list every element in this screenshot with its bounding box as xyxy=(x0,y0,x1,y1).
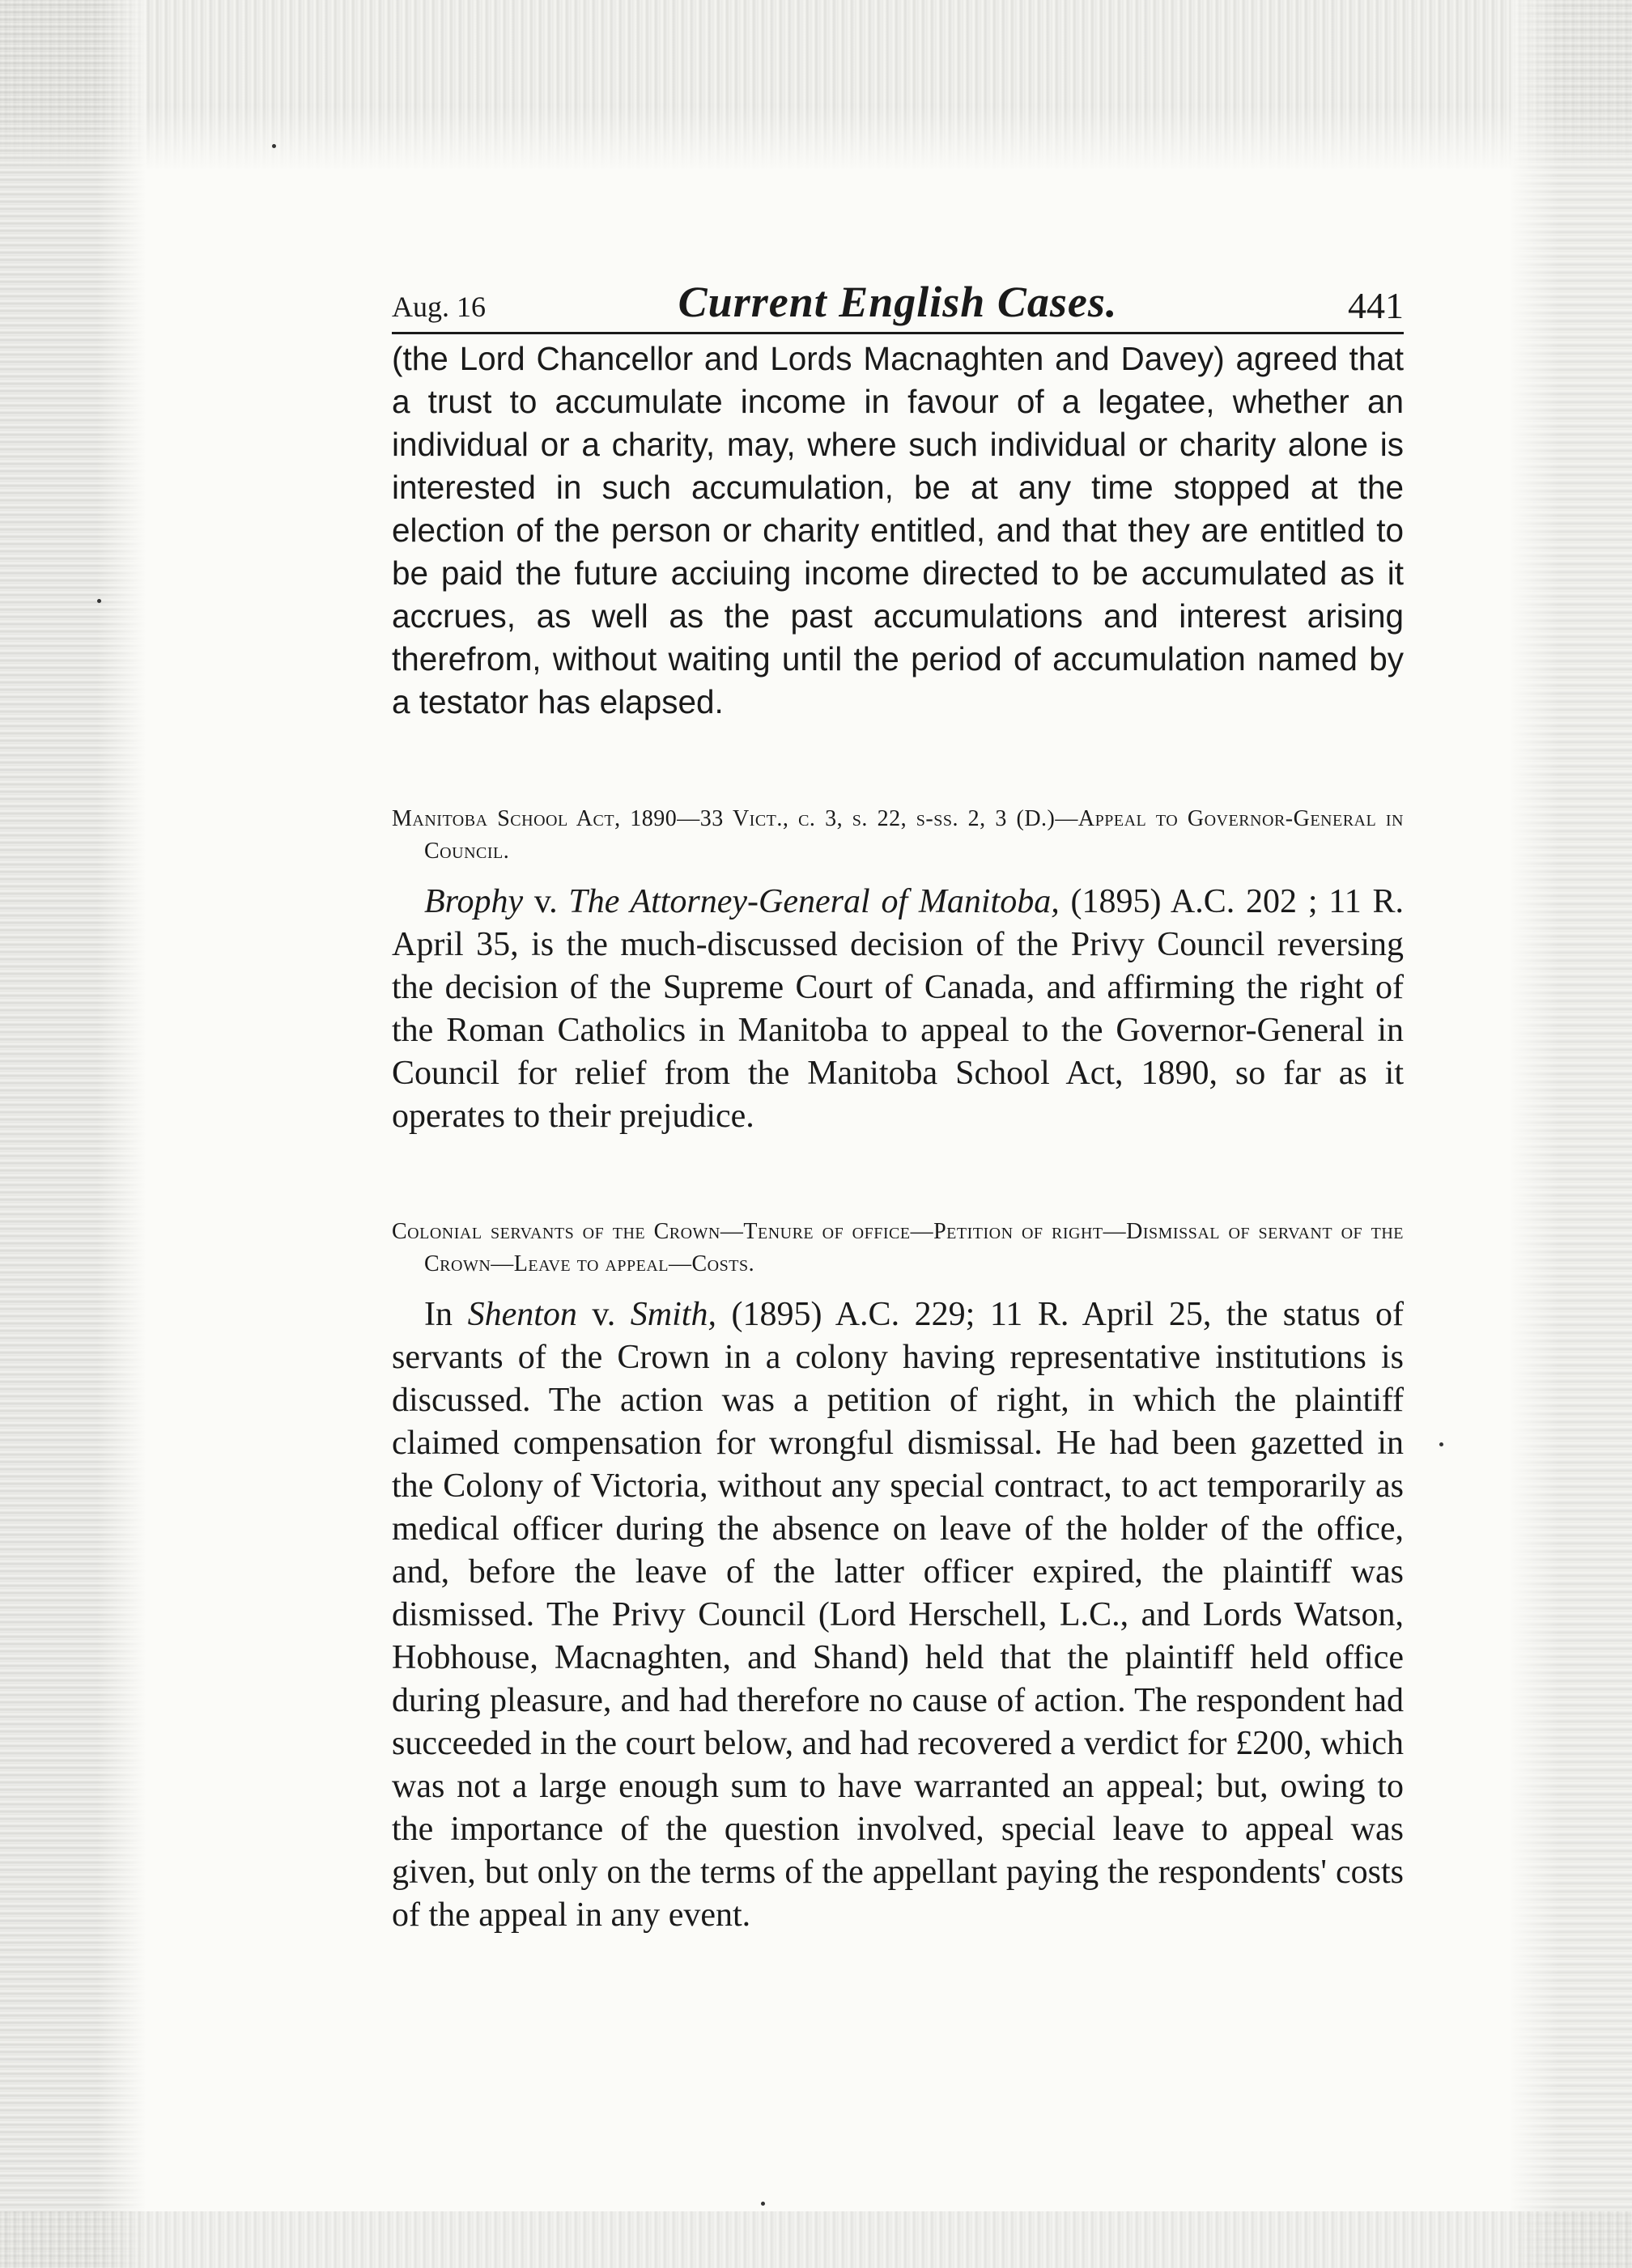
case-versus: v. xyxy=(576,1296,631,1333)
scan-speck xyxy=(1439,1442,1443,1446)
scan-speck xyxy=(761,2202,765,2206)
scan-speck xyxy=(97,599,101,603)
running-header xyxy=(392,267,1404,334)
scan-edge-bottom xyxy=(0,2211,1632,2268)
case-party-smith: Smith, xyxy=(630,1296,716,1333)
paragraph-shenton xyxy=(392,1293,1404,1937)
header-title: Current English Cases. xyxy=(678,278,1118,326)
scan-edge-right xyxy=(1511,0,1632,2268)
case-party-attorney-general: The Attorney-General of Manitoba, xyxy=(568,883,1060,920)
case-name-brophy: Brophy xyxy=(424,883,524,920)
paragraph-shenton-intro: In xyxy=(424,1296,468,1333)
header-date: Aug. 16 xyxy=(392,291,486,323)
paragraph-brophy xyxy=(392,881,1404,1138)
document-page xyxy=(392,267,1404,1937)
paragraph-brophy-text: (1895) A.C. 202 ; 11 R. April 35, is the much-discussed decision of the Privy Council reversing the decision of the Supreme Court of Canada, and affirming the right of the Roman Catholics in Manitoba to appeal to the Governor-General in Council for relief from the Manitoba School Act, 1890, so far as it operates to their prejudice. xyxy=(392,883,1404,1135)
section-heading-manitoba: Manitoba School Act, 1890—33 Vict., c. 3, s. 22, s-ss. 2, 3 (D.)—Appeal to Governor-General in Council. xyxy=(392,806,1404,864)
case-name-shenton: Shenton xyxy=(467,1296,577,1333)
paragraph-continuation: (the Lord Chancellor and Lords Macnaghten and Davey) agreed that a trust to accumulate income in favour of a legatee, whether an individual or a charity, may, where such individual or charity alone is interested in such accumulation, be at any time stopped at the election of the person or charity entitled, and that they are entitled to be paid the future acciuing income directed to be accumulated as it accrues, as well as the past accumulations and interest arising therefrom, without waiting until the period of accumulation named by a testator has elapsed. xyxy=(392,340,1404,720)
scan-edge-left xyxy=(0,0,146,2268)
section-heading-colonial-servants: Colonial servants of the Crown—Tenure of office—Petition of right—Dismissal of servant of the Crown—Leave to appeal—Costs. xyxy=(392,1219,1404,1276)
scan-speck xyxy=(272,144,276,148)
paragraph-shenton-text: (1895) A.C. 229; 11 R. April 25, the status of servants of the Crown in a colony having representative institutions is discussed. The action was a petition of right, in which the plaintiff claimed compensation for wrongful dismissal. He had been gazetted in the Colony of Victoria, without any special contract, to act temporarily as medical officer during the absence on leave of the holder of the office, and, before the leave of the latter officer expired, the plaintiff was dismissed. The Privy Council (Lord Herschell, L.C., and Lords Watson, Hobhouse, Macnaghten, and Shand) held that the plaintiff held office during pleasure, and had therefore no cause of action. The respondent had succeeded in the court below, and had recovered a verdict for £200, which was not a large enough sum to have warranted an appeal; but, owing to the importance of the question involved, special leave to appeal was given, but only on the terms of the appellant paying the respondents' costs of the appeal in any event. xyxy=(392,1296,1404,1934)
scan-edge-top xyxy=(0,0,1632,170)
case-versus: v. xyxy=(523,883,569,920)
page-number: 441 xyxy=(1348,285,1404,326)
